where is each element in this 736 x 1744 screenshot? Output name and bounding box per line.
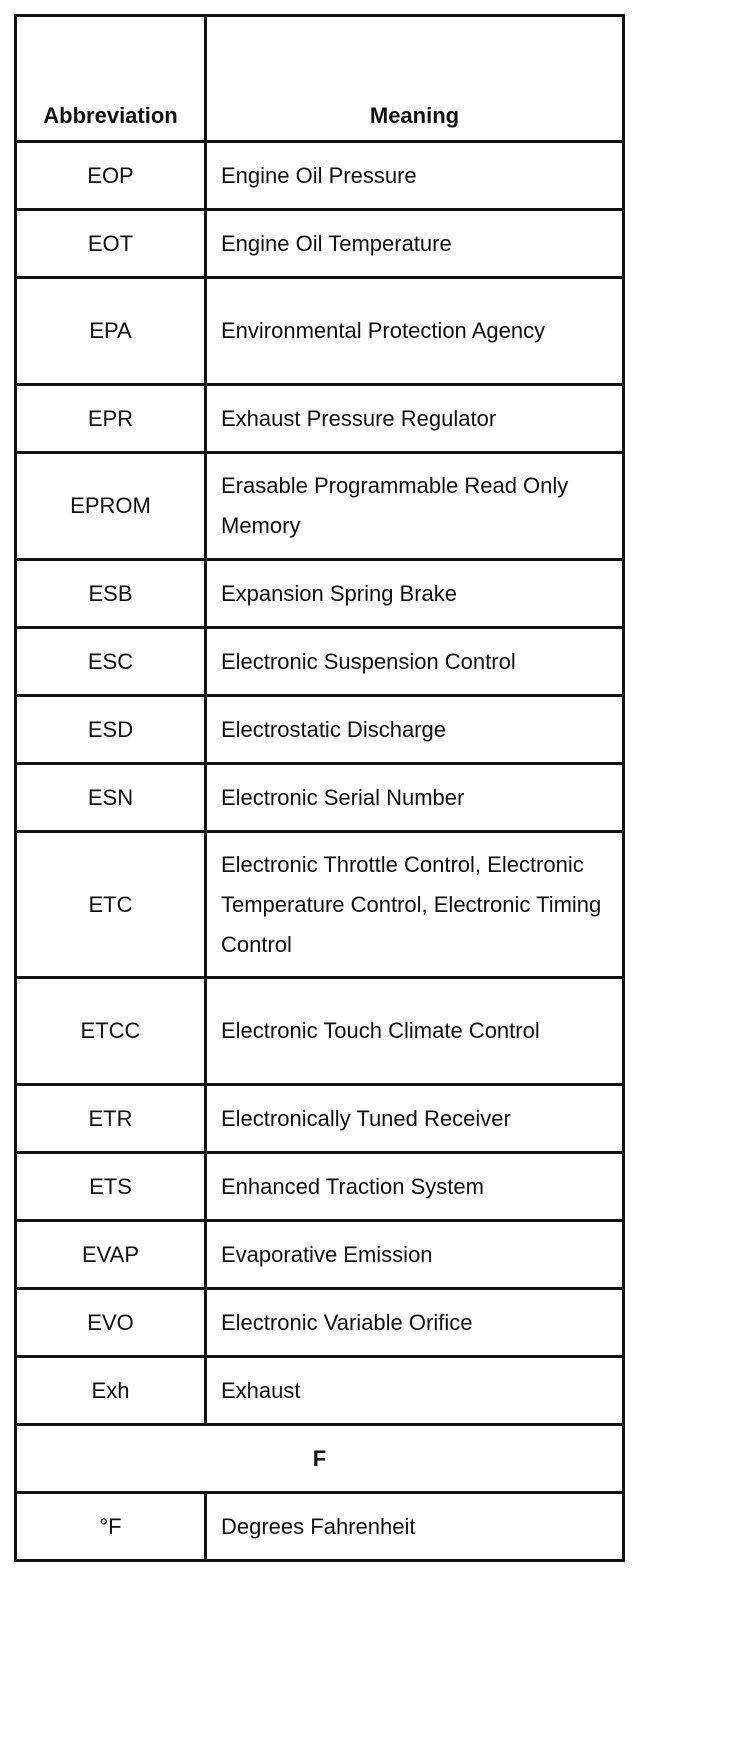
table-row <box>16 764 624 832</box>
table-row <box>16 628 624 696</box>
abbreviation-cell: ETS <box>16 1153 206 1221</box>
meaning-cell: Electronic Touch Climate Control <box>206 978 624 1085</box>
table-row <box>16 1085 624 1153</box>
table-row <box>16 978 624 1085</box>
meaning-cell: Erasable Programmable Read Only Memory <box>206 453 624 560</box>
table-row <box>16 1153 624 1221</box>
abbreviation-cell: Exh <box>16 1357 206 1425</box>
meaning-cell: Electrostatic Discharge <box>206 696 624 764</box>
meaning-cell: Environmental Protection Agency <box>206 278 624 385</box>
table-row <box>16 1357 624 1425</box>
meaning-cell: Evaporative Emission <box>206 1221 624 1289</box>
abbreviation-cell: EOT <box>16 210 206 278</box>
meaning-cell: Electronic Serial Number <box>206 764 624 832</box>
table-row <box>16 560 624 628</box>
abbreviation-column-header: Abbreviation <box>16 16 206 142</box>
abbreviation-cell: ETC <box>16 832 206 978</box>
meaning-cell: Enhanced Traction System <box>206 1153 624 1221</box>
section-heading-f: F <box>16 1425 624 1493</box>
abbreviation-cell: ESB <box>16 560 206 628</box>
meaning-cell: Electronically Tuned Receiver <box>206 1085 624 1153</box>
meaning-cell: Electronic Throttle Control, Electronic Temperature Control, Electronic Timing Control <box>206 832 624 978</box>
table-row <box>16 453 624 560</box>
table-row <box>16 385 624 453</box>
meaning-cell: Degrees Fahrenheit <box>206 1493 624 1561</box>
abbreviation-cell: EVAP <box>16 1221 206 1289</box>
abbreviation-cell: ESN <box>16 764 206 832</box>
abbreviation-cell: °F <box>16 1493 206 1561</box>
section-row-f <box>16 1425 624 1493</box>
abbreviation-cell: ETR <box>16 1085 206 1153</box>
table-row <box>16 142 624 210</box>
meaning-column-header: Meaning <box>206 16 624 142</box>
table-row <box>16 832 624 978</box>
abbreviation-cell: ETCC <box>16 978 206 1085</box>
table-row <box>16 1221 624 1289</box>
abbreviation-cell: ESD <box>16 696 206 764</box>
abbreviation-cell: EVO <box>16 1289 206 1357</box>
abbreviation-cell: EOP <box>16 142 206 210</box>
table-header-row <box>16 16 624 142</box>
abbreviation-cell: EPA <box>16 278 206 385</box>
meaning-cell: Expansion Spring Brake <box>206 560 624 628</box>
table-row <box>16 1493 624 1561</box>
table-row <box>16 1289 624 1357</box>
meaning-cell: Electronic Suspension Control <box>206 628 624 696</box>
meaning-cell: Exhaust <box>206 1357 624 1425</box>
table-row <box>16 278 624 385</box>
abbreviation-cell: EPR <box>16 385 206 453</box>
meaning-cell: Engine Oil Pressure <box>206 142 624 210</box>
meaning-cell: Engine Oil Temperature <box>206 210 624 278</box>
abbreviation-table <box>14 14 625 1562</box>
table-row <box>16 210 624 278</box>
meaning-cell: Exhaust Pressure Regulator <box>206 385 624 453</box>
abbreviation-table-container <box>14 14 622 1562</box>
abbreviation-cell: ESC <box>16 628 206 696</box>
abbreviation-cell: EPROM <box>16 453 206 560</box>
table-row <box>16 696 624 764</box>
meaning-cell: Electronic Variable Orifice <box>206 1289 624 1357</box>
